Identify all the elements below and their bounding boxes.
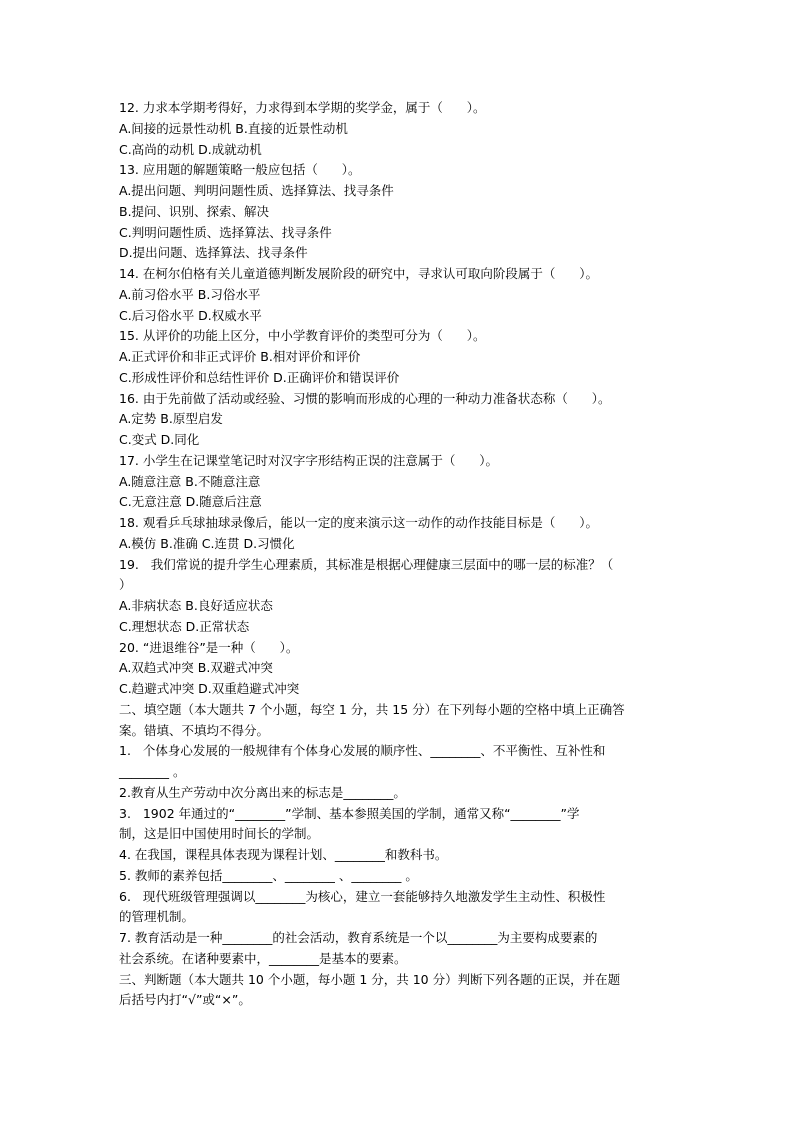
q14-options-ab: A.前习俗水平 B.习俗水平 bbox=[119, 286, 261, 302]
q20-stem: 20. “进退维谷”是一种（ ）。 bbox=[119, 639, 299, 655]
q19-stem-continued: ） bbox=[119, 577, 132, 593]
fill-q2: 2.教育从生产劳动中次分离出来的标志是________。 bbox=[119, 784, 406, 800]
fill-q6-continued: 的管理机制。 bbox=[119, 909, 195, 925]
q19-options-ab: A.非病状态 B.良好适应状态 bbox=[119, 598, 273, 613]
q14-stem: 14. 在柯尔伯格有关儿童道德判断发展阶段的研究中，寻求认可取向阶段属于（ ）。 bbox=[119, 266, 598, 281]
q20-options-cd: C.趋避式冲突 D.双重趋避式冲突 bbox=[119, 681, 300, 696]
fill-q1: 1. 个体身心发展的一般规律有个体身心发展的顺序性、________、不平衡性、互补性和 bbox=[119, 743, 606, 759]
q12-options-cd: C.高尚的动机 D.成就动机 bbox=[119, 141, 262, 157]
q13-option-a: A.提出问题、判明问题性质、选择算法、找寻条件 bbox=[119, 183, 394, 198]
q12-options-ab: A.间接的远景性动机 B.直接的近景性动机 bbox=[119, 120, 348, 136]
q13-option-c: C.判明问题性质、选择算法、找寻条件 bbox=[119, 224, 332, 240]
q16-options-cd: C.变式 D.同化 bbox=[119, 432, 200, 447]
q16-stem: 16. 由于先前做了活动或经验、习惯的影响而形成的心理的一种动力准备状态称（ ）。 bbox=[119, 390, 611, 406]
q18-options: A.模仿 B.准确 C.连贯 D.习惯化 bbox=[119, 535, 295, 551]
fill-q1-continued: ________ 。 bbox=[119, 764, 186, 779]
q12-stem: 12. 力求本学期考得好，力求得到本学期的奖学金，属于（ ）。 bbox=[119, 100, 486, 115]
q15-stem: 15. 从评价的功能上区分，中小学教育评价的类型可分为（ ）。 bbox=[119, 328, 486, 344]
fill-q5: 5. 教师的素养包括________、________ 、________ 。 bbox=[119, 867, 418, 883]
fill-q7-continued: 社会系统。在诸种要素中，________是基本的要素。 bbox=[119, 950, 407, 966]
q13-stem: 13. 应用题的解题策略一般应包括（ ）。 bbox=[119, 162, 361, 178]
q13-option-b: B.提问、识别、探索、解决 bbox=[119, 203, 270, 219]
section-3-heading: 三、判断题（本大题共 10 个小题，每小题 1 分，共 10 分）判断下列各题的正误，并在题 bbox=[119, 971, 621, 987]
fill-q4: 4. 在我国，课程具体表现为课程计划、________和教科书。 bbox=[119, 847, 448, 862]
q18-stem: 18. 观看乒乓球抽球录像后，能以一定的度来演示这一动作的动作技能目标是（ ）。 bbox=[119, 515, 598, 530]
q19-options-cd: C.理想状态 D.正常状态 bbox=[119, 618, 250, 634]
document-body bbox=[119, 98, 677, 1011]
section-3-heading-continued: 后括号内打“√”或“×”。 bbox=[119, 992, 251, 1008]
q17-stem: 17. 小学生在记课堂笔记时对汉字字形结构正误的注意属于（ ）。 bbox=[119, 452, 498, 468]
q15-options-ab: A.正式评价和非正式评价 B.相对评价和评价 bbox=[119, 349, 361, 364]
q13-option-d: D.提出问题、选择算法、找寻条件 bbox=[119, 245, 308, 261]
fill-q3: 3. 1902 年通过的“________”学制、基本参照美国的学制，通常又称“________”学 bbox=[119, 805, 580, 821]
q15-options-cd: C.形成性评价和总结性评价 D.正确评价和错误评价 bbox=[119, 369, 400, 385]
section-2-heading-continued: 案。错填、不填均不得分。 bbox=[119, 722, 270, 738]
q19-stem: 19. 我们常说的提升学生心理素质，其标准是根据心理健康三层面中的哪一层的标准？（ bbox=[119, 556, 614, 572]
q16-options-ab: A.定势 B.原型启发 bbox=[119, 411, 223, 427]
fill-q7: 7. 教育活动是一种________的社会活动，教育系统是一个以________为主要构成要素的 bbox=[119, 930, 598, 945]
q17-options-ab: A.随意注意 B.不随意注意 bbox=[119, 473, 261, 489]
q20-options-ab: A.双趋式冲突 B.双避式冲突 bbox=[119, 660, 273, 676]
fill-q6: 6. 现代班级管理强调以________为核心，建立一套能够持久地激发学生主动性、积极性 bbox=[119, 888, 606, 904]
fill-q3-continued: 制，这是旧中国使用时间长的学制。 bbox=[119, 826, 320, 842]
section-2-heading: 二、填空题（本大题共 7 个小题，每空 1 分，共 15 分）在下列每小题的空格中填上正确答 bbox=[119, 701, 625, 717]
q17-options-cd: C.无意注意 D.随意后注意 bbox=[119, 494, 262, 510]
q14-options-cd: C.后习俗水平 D.权威水平 bbox=[119, 307, 262, 323]
